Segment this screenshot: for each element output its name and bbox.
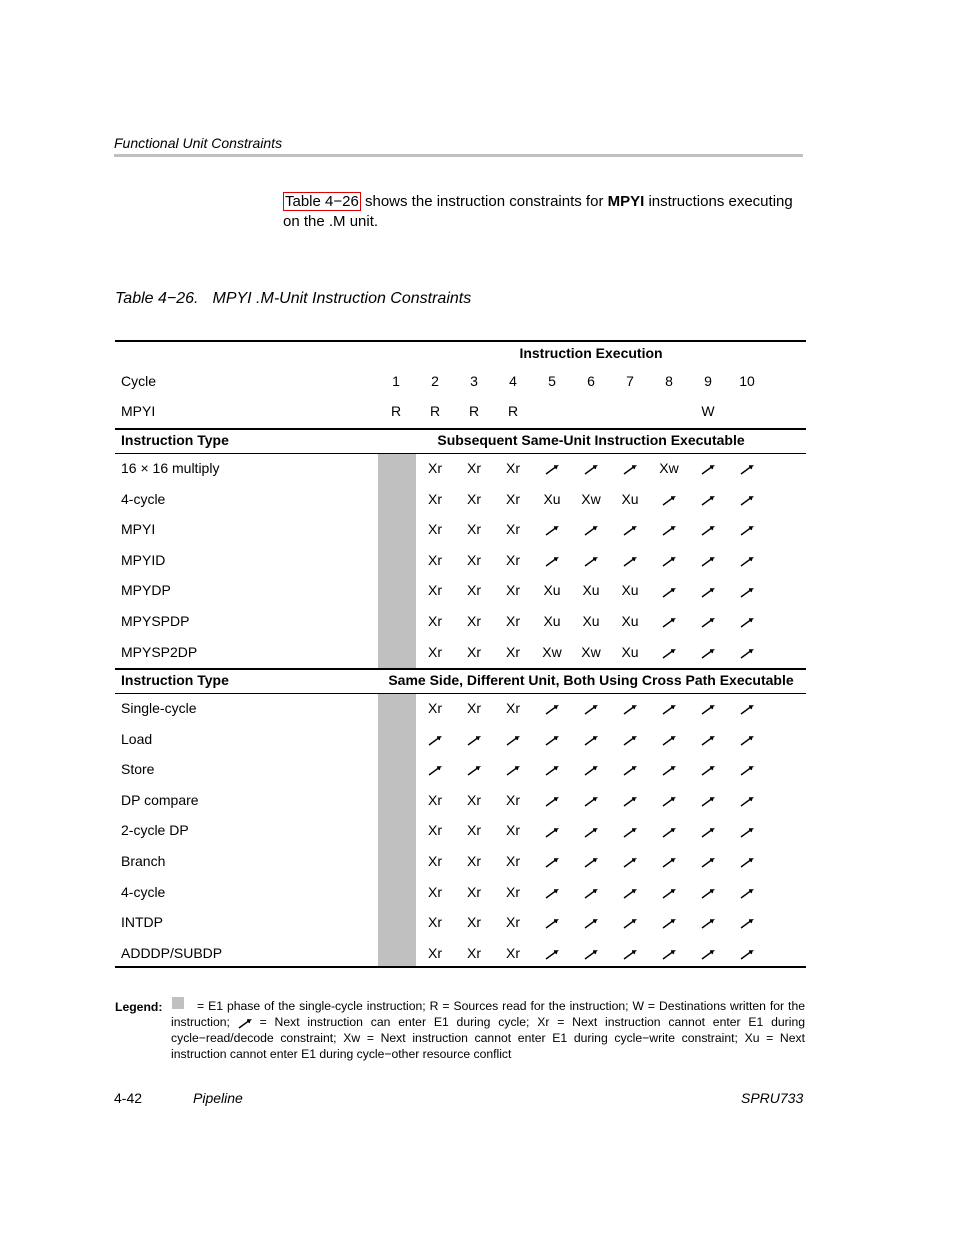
cycle-number: 2 xyxy=(431,373,439,389)
check-icon xyxy=(650,884,688,900)
constraint-cell: Xr xyxy=(506,643,520,660)
check-icon xyxy=(728,884,766,900)
check-icon xyxy=(689,792,727,808)
section1-header-rule xyxy=(115,453,806,454)
page-number: 4-42 xyxy=(114,1090,143,1106)
section2-bottom-rule xyxy=(115,966,806,968)
check-icon xyxy=(650,792,688,808)
constraint-cell: Xr xyxy=(428,883,442,900)
check-icon xyxy=(689,853,727,869)
check-icon xyxy=(533,914,571,930)
constraint-cell: Xr xyxy=(428,853,442,869)
instruction-type-name: MPYSPDP xyxy=(121,613,190,629)
check-icon xyxy=(416,761,454,777)
check-icon xyxy=(533,700,571,716)
instruction-type-name: INTDP xyxy=(121,914,163,931)
check-icon xyxy=(572,884,610,900)
constraint-cell: Xr xyxy=(467,490,481,507)
cycle-number: 8 xyxy=(665,373,673,389)
check-icon xyxy=(689,731,727,747)
cycle-label: Cycle xyxy=(121,373,157,389)
check-icon xyxy=(689,945,727,961)
check-icon xyxy=(572,945,610,961)
constraint-cell: Xr xyxy=(506,853,520,869)
check-icon xyxy=(728,644,766,660)
check-icon xyxy=(611,700,649,716)
instruction-type-name: DP compare xyxy=(121,791,199,808)
constraint-cell: Xu xyxy=(543,613,561,629)
cycle-number: 10 xyxy=(739,373,755,389)
instruction-type-name: Branch xyxy=(121,853,166,869)
check-icon xyxy=(650,700,688,716)
constraint-cell: Xr xyxy=(506,944,520,961)
constraint-cell: Xr xyxy=(506,551,520,568)
check-icon xyxy=(416,731,454,747)
check-icon xyxy=(728,761,766,777)
constraint-cell: Xu xyxy=(621,490,639,507)
check-icon xyxy=(572,792,610,808)
check-icon xyxy=(689,582,727,598)
constraint-cell: Xr xyxy=(506,521,520,538)
intro-bold-instruction: MPYI xyxy=(607,193,645,210)
check-icon xyxy=(650,491,688,507)
constraint-cell: Xr xyxy=(506,460,520,476)
constraint-cell: Xr xyxy=(428,551,442,568)
check-icon xyxy=(455,761,493,777)
check-icon xyxy=(572,761,610,777)
instruction-type-name: MPYSP2DP xyxy=(121,643,198,660)
check-icon xyxy=(611,552,649,568)
constraint-cell: Xr xyxy=(467,643,481,660)
check-icon xyxy=(728,700,766,716)
check-icon xyxy=(533,945,571,961)
constraint-cell: Xr xyxy=(428,700,442,716)
constraint-cell: Xr xyxy=(467,944,481,961)
check-icon xyxy=(728,792,766,808)
constraint-cell: Xw xyxy=(581,490,601,507)
check-icon xyxy=(689,613,727,629)
check-icon xyxy=(689,761,727,777)
check-icon xyxy=(650,582,688,598)
check-icon xyxy=(494,761,532,777)
footer-doc-id: SPRU733 xyxy=(741,1090,804,1106)
constraint-cell: Xw xyxy=(581,643,601,660)
instruction-type-header: Instruction Type xyxy=(121,672,229,688)
check-icon xyxy=(650,822,688,838)
mpyi-row-label: MPYI xyxy=(121,403,156,419)
table-caption xyxy=(115,290,471,308)
check-icon xyxy=(611,822,649,838)
check-icon xyxy=(728,914,766,930)
check-icon xyxy=(728,521,766,537)
constraint-cell: Xr xyxy=(506,582,520,599)
check-icon xyxy=(650,945,688,961)
check-icon xyxy=(689,644,727,660)
check-icon xyxy=(650,853,688,869)
check-icon xyxy=(533,521,571,537)
check-icon xyxy=(611,945,649,961)
instruction-type-header: Instruction Type xyxy=(121,432,229,448)
check-icon xyxy=(533,552,571,568)
constraint-cell: Xr xyxy=(467,822,481,839)
constraint-cell: Xu xyxy=(621,613,639,629)
table-top-rule xyxy=(115,340,806,342)
constraint-cell: Xr xyxy=(428,582,442,599)
check-icon xyxy=(650,613,688,629)
check-icon xyxy=(728,945,766,961)
check-icon xyxy=(572,700,610,716)
constraint-cell: Xr xyxy=(428,643,442,660)
legend-text-1: = E1 phase of the single-cycle instruction; R = Sources read for the instruction; W = Destinations written for the instruction; xyxy=(171,999,805,1029)
constraint-cell: Xw xyxy=(542,643,562,660)
check-icon xyxy=(728,853,766,869)
check-icon xyxy=(728,822,766,838)
intro-text-1: shows the instruction constraints for xyxy=(360,193,608,210)
check-icon xyxy=(572,822,610,838)
check-icon xyxy=(611,914,649,930)
check-icon xyxy=(455,731,493,747)
check-icon xyxy=(689,521,727,537)
constraint-cell: Xr xyxy=(506,490,520,507)
table-reference-link[interactable]: Table 4−26 xyxy=(285,193,359,210)
instruction-type-name: MPYID xyxy=(121,551,166,568)
legend-text-2: = Next instruction can enter E1 during cycle; Xr = Next instruction cannot enter E1 during cycle−read/decode constraint; Xw = Next instruction cannot enter E1 during cycle−write constraint; Xu = Next instruction cannot enter E1 during cycle−other resource conflict xyxy=(171,1015,806,1061)
e1-phase-shade xyxy=(378,694,416,966)
section2-top-rule xyxy=(115,668,806,670)
cycle-number: 4 xyxy=(509,373,517,389)
check-icon xyxy=(728,731,766,747)
section2-header-rule xyxy=(115,693,806,694)
constraint-cell: Xw xyxy=(659,460,679,476)
constraint-cell: Xr xyxy=(428,613,442,629)
constraint-cell: Xr xyxy=(428,521,442,538)
check-icon xyxy=(611,884,649,900)
check-icon xyxy=(611,792,649,808)
constraint-cell: Xu xyxy=(621,582,639,599)
constraint-cell: Xr xyxy=(428,791,442,808)
cycle-number: 7 xyxy=(626,373,634,389)
check-icon xyxy=(728,552,766,568)
constraint-cell: Xr xyxy=(506,791,520,808)
mpyi-row-cell: R xyxy=(468,403,480,419)
check-icon xyxy=(728,460,766,476)
constraint-cell: Xr xyxy=(467,883,481,900)
constraint-cell: Xr xyxy=(467,582,481,599)
instruction-type-name: MPYI xyxy=(121,521,156,538)
constraint-cell: Xr xyxy=(506,914,520,931)
constraint-cell: Xr xyxy=(506,613,520,629)
instruction-type-name: ADDDP/SUBDP xyxy=(121,944,223,961)
constraint-cell: Xr xyxy=(428,822,442,839)
cycle-number: 3 xyxy=(470,373,478,389)
constraint-cell: Xr xyxy=(506,883,520,900)
check-icon xyxy=(650,731,688,747)
check-icon xyxy=(572,853,610,869)
intro-paragraph xyxy=(283,192,808,232)
check-icon xyxy=(533,761,571,777)
check-icon xyxy=(533,460,571,476)
check-icon xyxy=(533,822,571,838)
check-icon xyxy=(689,460,727,476)
check-icon xyxy=(533,884,571,900)
section1-title: Subsequent Same-Unit Instruction Executable xyxy=(437,432,745,448)
constraint-cell: Xr xyxy=(467,613,481,629)
constraint-cell: Xr xyxy=(467,521,481,538)
header-rule xyxy=(114,154,803,157)
check-icon xyxy=(611,853,649,869)
constraint-cell: Xr xyxy=(506,822,520,839)
check-icon xyxy=(689,491,727,507)
cycle-number: 1 xyxy=(392,373,400,389)
check-icon xyxy=(650,761,688,777)
constraint-cell: Xr xyxy=(467,700,481,716)
section2-title: Same Side, Different Unit, Both Using Cross Path Executable xyxy=(388,672,794,688)
check-icon xyxy=(611,521,649,537)
check-icon xyxy=(572,914,610,930)
check-icon xyxy=(572,552,610,568)
instruction-type-name: Single-cycle xyxy=(121,700,197,716)
instruction-type-name: MPYDP xyxy=(121,582,171,599)
constraint-cell: Xu xyxy=(621,643,639,660)
e1-phase-shade xyxy=(378,454,416,668)
check-icon xyxy=(238,1017,252,1029)
check-icon xyxy=(650,521,688,537)
constraint-cell: Xr xyxy=(467,551,481,568)
intro-text-2: instructions executing on the .M unit. xyxy=(283,193,793,230)
constraint-cell: Xr xyxy=(467,914,481,931)
check-icon xyxy=(611,761,649,777)
instruction-type-name: 4-cycle xyxy=(121,883,166,900)
constraint-cell: Xr xyxy=(467,460,481,476)
caption-number: Table 4−26. xyxy=(115,290,199,307)
check-icon xyxy=(494,731,532,747)
constraint-cell: Xu xyxy=(543,582,561,599)
check-icon xyxy=(650,552,688,568)
legend-label: Legend: xyxy=(115,1000,163,1014)
check-icon xyxy=(650,914,688,930)
check-icon xyxy=(572,460,610,476)
constraint-cell: Xr xyxy=(506,700,520,716)
cycle-number: 9 xyxy=(704,373,712,389)
execution-header: Instruction Execution xyxy=(519,345,663,361)
instruction-type-name: 16 × 16 multiply xyxy=(121,460,220,476)
mpyi-row-cell: W xyxy=(701,403,715,419)
constraint-cell: Xu xyxy=(543,490,561,507)
check-icon xyxy=(728,582,766,598)
check-icon xyxy=(533,853,571,869)
mpyi-row-cell: R xyxy=(429,403,441,419)
mpyi-row-cell: R xyxy=(390,403,402,419)
constraint-cell: Xr xyxy=(428,914,442,931)
check-icon xyxy=(689,552,727,568)
footer-section: Pipeline xyxy=(193,1090,243,1106)
constraint-cell: Xu xyxy=(582,613,600,629)
cycle-number: 5 xyxy=(548,373,556,389)
check-icon xyxy=(650,644,688,660)
caption-title: MPYI .M-Unit Instruction Constraints xyxy=(212,290,472,307)
instruction-type-name: 4-cycle xyxy=(121,490,166,507)
constraint-cell: Xu xyxy=(582,582,600,599)
check-icon xyxy=(533,792,571,808)
check-icon xyxy=(611,460,649,476)
check-icon xyxy=(533,731,571,747)
instruction-type-name: 2-cycle DP xyxy=(121,822,189,839)
constraint-cell: Xr xyxy=(428,460,442,476)
instruction-type-name: Load xyxy=(121,730,153,747)
constraint-cell: Xr xyxy=(467,791,481,808)
constraint-cell: Xr xyxy=(428,490,442,507)
check-icon xyxy=(728,491,766,507)
check-icon xyxy=(689,914,727,930)
check-icon xyxy=(689,822,727,838)
cycle-number: 6 xyxy=(587,373,595,389)
check-icon xyxy=(728,613,766,629)
legend-text xyxy=(171,998,805,1062)
instruction-type-name: Store xyxy=(121,761,155,778)
section1-top-rule xyxy=(115,428,806,430)
running-header: Functional Unit Constraints xyxy=(114,135,283,151)
constraint-cell: Xr xyxy=(428,944,442,961)
check-icon xyxy=(689,700,727,716)
check-icon xyxy=(689,884,727,900)
mpyi-row-cell: R xyxy=(507,403,519,419)
check-icon xyxy=(572,521,610,537)
check-icon xyxy=(572,731,610,747)
check-icon xyxy=(611,731,649,747)
constraint-cell: Xr xyxy=(467,853,481,869)
